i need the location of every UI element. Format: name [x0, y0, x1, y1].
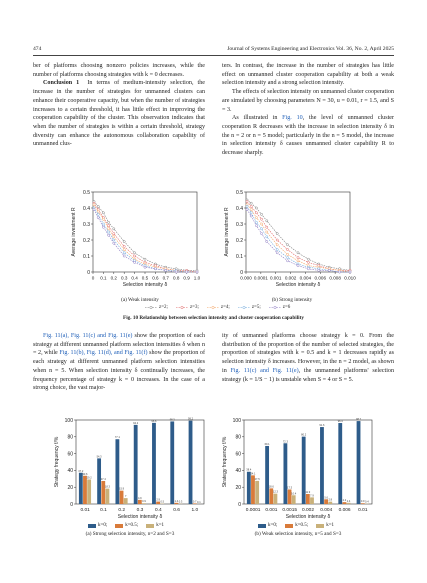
x-tick-label: 0.6	[173, 508, 180, 513]
x-tick-label: 0.1	[100, 275, 107, 281]
data-point	[255, 212, 257, 214]
fig10-link[interactable]: Fig. 10	[282, 115, 303, 122]
data-label: 11.9	[305, 491, 311, 495]
data-label: 38.4	[246, 468, 252, 472]
paragraph: Fig. 11(a), Fig. 11(c) and Fig. 11(e) show the proportion of each strategy at different unmanned platform selection intensities δ when n = 2, while Fig. 11(b), Fig. 11(d), and Fig. 11(f) show the proportion of each strategy at different unmanned platform selection intensities when n = 5. When selection intensity δ continually increases, the frequency percentage of strategy k = 0 increases. In the case of a strong choice, the vast major-	[33, 333, 205, 392]
data-point	[102, 226, 104, 228]
x-tick-label: 0.0015	[282, 508, 298, 513]
data-point	[276, 233, 278, 235]
legend-label: k=0;	[268, 523, 278, 528]
y-tick-label: 0	[70, 501, 73, 508]
legend-label: z=6	[282, 305, 291, 310]
data-label: 98.7	[356, 418, 362, 422]
legend-item	[88, 523, 107, 528]
data-point	[287, 253, 289, 255]
x-tick-label: 0.4	[131, 275, 138, 281]
fig11-links-c[interactable]: Fig. 11(c) and Fig. 11(e)	[230, 367, 299, 374]
data-point	[154, 268, 156, 270]
legend-swatch	[146, 524, 154, 528]
legend-item	[316, 523, 334, 528]
data-point	[261, 228, 263, 230]
data-point	[276, 252, 278, 254]
data-point	[108, 234, 110, 236]
data-point	[250, 205, 252, 207]
data-label: 2.2	[342, 499, 347, 503]
data-point	[287, 249, 289, 251]
fig11b-legend	[258, 523, 334, 528]
data-label: 1.4	[174, 499, 179, 503]
fig10b-subcaption: (b) Strong intensity	[271, 297, 313, 303]
x-tick-label: 0.004	[299, 275, 312, 281]
legend-item	[115, 523, 138, 528]
x-tick-label: 0.002	[284, 275, 297, 281]
paragraph: ters. In contrast, the increase in the number of strategies has little effect on unmanned cluster cooperation capability at both a weak selection intensity and a strong selection intensity.	[222, 63, 394, 87]
data-point	[134, 261, 136, 263]
page-number: 474	[33, 46, 42, 52]
data-point	[287, 260, 289, 262]
data-label: 12.3	[272, 490, 278, 494]
data-point	[328, 269, 330, 271]
bar-k=1	[274, 494, 278, 504]
data-point	[307, 258, 309, 260]
x-tick-label: 0.4	[154, 508, 162, 513]
fig11b-subcaption: (b) Weak selection intensity, n=5 and S=3	[254, 531, 342, 537]
data-point	[144, 258, 146, 260]
x-tick-label: 0	[91, 275, 95, 281]
legend-swatch	[285, 524, 293, 528]
y-tick-label: 0	[240, 269, 243, 276]
data-point	[318, 269, 320, 271]
bar-k=0.5	[361, 503, 365, 504]
legend-swatch	[316, 524, 324, 528]
legend-swatch	[88, 524, 96, 528]
fig10-legend	[145, 305, 290, 310]
data-label: 29.2	[86, 476, 92, 480]
data-label: 27.4	[100, 477, 106, 481]
legend-item	[238, 305, 261, 310]
data-point	[261, 218, 263, 220]
data-point	[123, 241, 125, 243]
data-point	[339, 271, 341, 273]
data-label: 33.6	[82, 472, 88, 476]
bar-k=1	[142, 503, 146, 504]
fig10-caption: Fig. 10 Relationship between selection intensity and cluster cooperation capability	[123, 315, 304, 321]
data-point	[113, 228, 115, 230]
x-tick-label: 0.7	[162, 275, 169, 281]
data-label: 94.2	[133, 421, 139, 425]
data-point	[349, 271, 351, 273]
bar-k=0.5	[342, 502, 346, 504]
bar-k=0	[134, 425, 138, 504]
bar-k=0.5	[120, 491, 124, 504]
y-tick-label: 60	[67, 451, 73, 458]
fig11-links-a[interactable]: Fig. 11(a), Fig. 11(c) and Fig. 11(e)	[43, 333, 133, 339]
x-tick-label: 0.01	[80, 508, 90, 513]
bar-k=0.5	[156, 502, 160, 504]
y-tick-label: 0.5	[236, 189, 243, 196]
data-label: 0.9	[360, 500, 365, 504]
data-label: 10.4	[291, 492, 297, 496]
data-point	[266, 220, 268, 222]
bar-k=0	[152, 423, 156, 504]
bar-k=0	[357, 421, 361, 504]
bar-k=1	[87, 479, 91, 504]
data-point	[276, 249, 278, 251]
data-label: 4.9	[138, 496, 142, 500]
data-label: 0.5	[160, 500, 165, 504]
legend-item	[176, 305, 199, 310]
y-tick-label: 20	[235, 485, 241, 491]
data-label: 7	[124, 495, 127, 499]
bar-k=0.5	[193, 503, 197, 504]
bar-k=0	[170, 421, 174, 504]
y-tick-label: 20	[67, 485, 73, 491]
data-point	[276, 244, 278, 246]
bar-k=1	[347, 503, 351, 504]
y-tick-label: 0.4	[83, 205, 90, 212]
data-point	[287, 244, 289, 246]
data-label: 17.3	[287, 486, 293, 490]
data-point	[123, 252, 125, 254]
legend-swatch	[258, 524, 266, 528]
data-point	[250, 202, 252, 204]
fig11a-bar-chart	[50, 414, 210, 522]
page-header	[33, 46, 394, 52]
bar-k=0.5	[174, 503, 178, 504]
data-point	[97, 210, 99, 212]
data-point	[287, 257, 289, 259]
data-point	[108, 225, 110, 227]
y-tick-label: 0.5	[83, 189, 90, 196]
bar-k=1	[106, 489, 110, 504]
data-label: 0.3	[178, 500, 183, 504]
data-label: 0.7	[192, 500, 197, 504]
data-point	[297, 265, 299, 267]
series-line-z=5	[247, 206, 350, 272]
data-point	[123, 255, 125, 257]
data-point	[246, 205, 248, 207]
x-axis-label: Selection intensity δ	[117, 514, 163, 520]
data-label: 18.3	[104, 485, 110, 489]
data-point	[186, 271, 188, 273]
paragraph: As illustrated in Fig. 10, the level of unmanned cluster cooperation R decreases with the increase in selection intensity δ in the n = 2 or n = 5 model; particularly in the n = 5 model, the increase in selection intensity δ causes unmanned cluster capability R to decrease sharply.	[222, 115, 394, 157]
x-tick-label: 0.010	[344, 275, 356, 281]
legend-item	[146, 523, 164, 528]
x-tick-label: 0.001	[269, 275, 282, 281]
bottom-right-column	[222, 332, 394, 384]
data-point	[113, 233, 115, 235]
legend-label: k=0;	[98, 523, 108, 528]
y-tick-label: 40	[235, 468, 241, 475]
legend-item	[269, 305, 291, 310]
legend-item	[145, 305, 168, 310]
bar-k=1	[292, 495, 296, 504]
y-tick-label: 0.4	[236, 205, 243, 212]
bar-k=0	[265, 446, 269, 504]
conclusion-paragraph: Conclusion 1 In terms of medium-intensity selection, the increase in the number of strategies for unmanned clusters can enhance their cooperative capacity, but when the number of strategies increases to a certain threshold, it has little effect in improving the cooperation capability of the cluster. This observation indicates that when the number of strategies is within a certain threshold, strategy diversity can enhance the autonomous collaboration capability of unmanned clus-	[33, 80, 205, 148]
x-tick-label: 0.6	[152, 275, 159, 281]
data-label: 0.9	[142, 500, 146, 504]
data-point	[276, 239, 278, 241]
data-label: 34.1	[250, 472, 256, 476]
data-point	[266, 231, 268, 233]
legend-label: z=2;	[159, 305, 168, 310]
x-tick-label: 0.006	[338, 508, 351, 513]
data-point	[297, 252, 299, 254]
bar-k=0.5	[138, 500, 142, 504]
legend-label: k=1	[326, 523, 335, 528]
data-point	[297, 257, 299, 259]
bar-k=0	[79, 473, 83, 504]
fig11a-legend	[88, 523, 164, 528]
data-label: 0.1	[197, 500, 201, 504]
legend-label: z=4;	[220, 305, 230, 310]
y-tick-label: 0.3	[83, 221, 90, 228]
x-tick-label: 0.002	[301, 508, 315, 513]
x-tick-label: 0.0001	[253, 275, 268, 281]
data-point	[102, 223, 104, 225]
y-tick-label: 0.2	[236, 237, 243, 244]
data-point	[134, 255, 136, 257]
data-point	[93, 204, 95, 206]
x-tick-label: 0.2	[110, 275, 117, 281]
y-tick-label: 60	[235, 451, 241, 458]
paragraph: ity of unmanned platforms choose strategy k = 0. From the distribution of the proportion of the number of selected strategies, the proportion of strategies with k = 0.5 and k = 1 decreases rapidly as selection intensity δ increases. However, in the n = 2 model, as shown in Fig. 11(c) and Fig. 11(e), the unmanned platforms' selection strategy (k = 1/S − 1) is unstable when S = 4 or S = 5.	[222, 333, 394, 383]
legend-label: k=0.5;	[295, 523, 309, 528]
bar-k=1	[310, 497, 314, 504]
data-label: 2.9	[156, 498, 160, 502]
data-point	[246, 201, 248, 203]
y-tick-label: 0	[87, 269, 90, 276]
data-label: 15.9	[119, 487, 125, 491]
y-axis-label: Average investment R	[71, 207, 77, 257]
legend-label: k=1	[156, 523, 165, 528]
bar-k=0	[283, 443, 287, 504]
x-tick-label: 0.2	[118, 508, 126, 513]
data-point	[255, 217, 257, 219]
data-point	[250, 215, 252, 217]
paragraph: ber of platforms choosing nonzero policies increases, while the number of platforms choosing strategies with k = 0 decreases.	[33, 63, 205, 78]
data-point	[108, 228, 110, 230]
data-point	[113, 236, 115, 238]
bar-k=0.5	[83, 476, 87, 504]
top-right-column	[222, 62, 394, 158]
data-label: 80.2	[301, 433, 307, 437]
data-point	[175, 271, 177, 273]
data-point	[255, 221, 257, 223]
data-point	[108, 221, 110, 223]
x-tick-label: 0.01	[358, 508, 368, 513]
data-point	[261, 223, 263, 225]
data-point	[266, 236, 268, 238]
data-point	[250, 209, 252, 211]
data-point	[250, 212, 252, 214]
journal-title: Journal of Systems Engineering and Electronics Vol. 36, No. 2, April 2025	[227, 46, 394, 52]
bar-k=0.5	[306, 494, 310, 504]
legend-swatch	[145, 305, 157, 310]
bar-k=0	[247, 472, 251, 504]
x-tick-label: 0.000	[240, 275, 252, 281]
data-point	[134, 252, 136, 254]
bar-k=0.5	[324, 499, 328, 504]
data-label: 99.2	[188, 417, 194, 421]
fig10a-subcaption: (a) Weak intensity	[121, 297, 159, 303]
legend-swatch	[269, 305, 281, 310]
data-label: 37.2	[78, 469, 84, 473]
bar-k=0	[115, 439, 119, 504]
data-point	[196, 271, 198, 273]
data-label: 27.5	[254, 477, 260, 481]
fig11-links-b[interactable]: Fig. 11(b), Fig. 11(d), and Fig. 11(f)	[59, 350, 148, 357]
x-tick-label: 0.8	[173, 275, 180, 281]
bar-k=1	[124, 498, 128, 504]
data-point	[266, 226, 268, 228]
data-point	[266, 241, 268, 243]
data-label: 96.4	[337, 420, 343, 424]
data-label: 91.6	[319, 424, 325, 428]
data-point	[113, 242, 115, 244]
data-label: 69.1	[264, 442, 270, 446]
data-point	[255, 207, 257, 209]
data-label: 5.6	[324, 496, 328, 500]
data-point	[246, 209, 248, 211]
x-tick-label: 0.3	[121, 275, 128, 281]
data-point	[123, 249, 125, 251]
y-axis-label: Average investment R	[224, 207, 230, 257]
data-point	[261, 213, 263, 215]
x-tick-label: 0.004	[320, 508, 333, 513]
legend-swatch	[207, 305, 219, 310]
data-point	[307, 261, 309, 263]
y-tick-label: 100	[232, 417, 241, 424]
y-tick-label: 0	[238, 501, 241, 508]
legend-label: k=0.5;	[125, 523, 139, 528]
legend-label: z=3;	[189, 305, 199, 310]
bar-k=1	[255, 481, 259, 504]
data-point	[97, 213, 99, 215]
x-tick-label: 0.0001	[245, 508, 261, 513]
fig10b-line-chart	[220, 186, 360, 296]
header-rule	[33, 55, 394, 56]
data-label: 96.6	[151, 419, 157, 423]
data-label: 72.3	[282, 440, 288, 444]
data-label: 18.6	[268, 485, 274, 489]
y-tick-label: 40	[67, 468, 73, 475]
conclusion-label: Conclusion 1	[43, 80, 80, 87]
x-tick-label: 0.1	[100, 508, 107, 513]
fig11b-bar-chart	[218, 414, 378, 522]
x-tick-label: 0.001	[265, 508, 278, 513]
legend-item	[207, 305, 230, 310]
top-left-column	[33, 62, 205, 149]
data-label: 7.9	[310, 494, 314, 498]
bar-k=0	[189, 421, 193, 504]
data-point	[108, 231, 110, 233]
x-tick-label: 0.9	[183, 275, 190, 281]
data-point	[307, 268, 309, 270]
plot-frame	[76, 420, 204, 504]
data-point	[123, 245, 125, 247]
x-tick-label: 1.0	[191, 508, 199, 513]
data-point	[297, 260, 299, 262]
legend-swatch	[176, 305, 188, 310]
x-tick-label: 0.006	[314, 275, 327, 281]
x-tick-label: 0.008	[329, 275, 341, 281]
data-label: 54.3	[96, 455, 102, 459]
bar-k=0	[338, 423, 342, 504]
x-axis-label: Selection intensity δ	[122, 282, 168, 288]
data-point	[144, 266, 146, 268]
data-point	[255, 225, 257, 227]
y-tick-label: 0.3	[236, 221, 243, 228]
data-label: 0.4	[365, 500, 369, 504]
legend-label: z=5;	[251, 305, 261, 310]
data-point	[97, 217, 99, 219]
bar-k=0.5	[101, 481, 105, 504]
data-point	[165, 269, 167, 271]
y-axis-label: Strategy frequency f/%	[222, 436, 228, 488]
fig11a-subcaption: (a) Strong selection intensity, n=2 and S=3	[85, 531, 175, 537]
y-tick-label: 100	[64, 417, 73, 424]
bar-k=0	[320, 427, 324, 504]
legend-swatch	[115, 524, 123, 528]
x-tick-label: 0.3	[136, 508, 144, 513]
data-point	[102, 212, 104, 214]
x-tick-label: 0.5	[141, 275, 149, 281]
bar-k=1	[328, 502, 332, 504]
legend-swatch	[238, 305, 250, 310]
bar-k=0	[97, 458, 101, 504]
data-point	[93, 209, 95, 211]
x-axis-label: Selection intensity δ	[285, 514, 331, 520]
y-axis-label: Strategy frequency f/%	[54, 436, 60, 488]
data-label: 77.1	[114, 436, 120, 440]
paragraph: The effects of selection intensity on unmanned cluster cooperation are simulated by choosing parameters N = 30, u = 0.01, r = 1.5, and S = 3.	[222, 89, 394, 113]
data-point	[97, 205, 99, 207]
fig10a-line-chart	[67, 186, 207, 296]
data-label: 1.4	[346, 499, 351, 503]
bottom-left-column	[33, 332, 205, 393]
y-tick-label: 0.1	[83, 253, 90, 260]
y-tick-label: 80	[235, 434, 241, 441]
y-tick-label: 0.2	[83, 237, 90, 244]
y-tick-label: 0.1	[236, 253, 243, 260]
data-point	[113, 239, 115, 241]
data-point	[261, 233, 263, 235]
data-point	[102, 218, 104, 220]
x-axis-label: Selection intensity δ	[275, 282, 321, 288]
y-tick-label: 80	[67, 434, 73, 441]
data-label: 98.3	[169, 418, 175, 422]
x-tick-label: 1.0	[193, 275, 201, 281]
legend-item	[285, 523, 308, 528]
data-label: 2.8	[328, 498, 333, 502]
legend-item	[258, 523, 277, 528]
